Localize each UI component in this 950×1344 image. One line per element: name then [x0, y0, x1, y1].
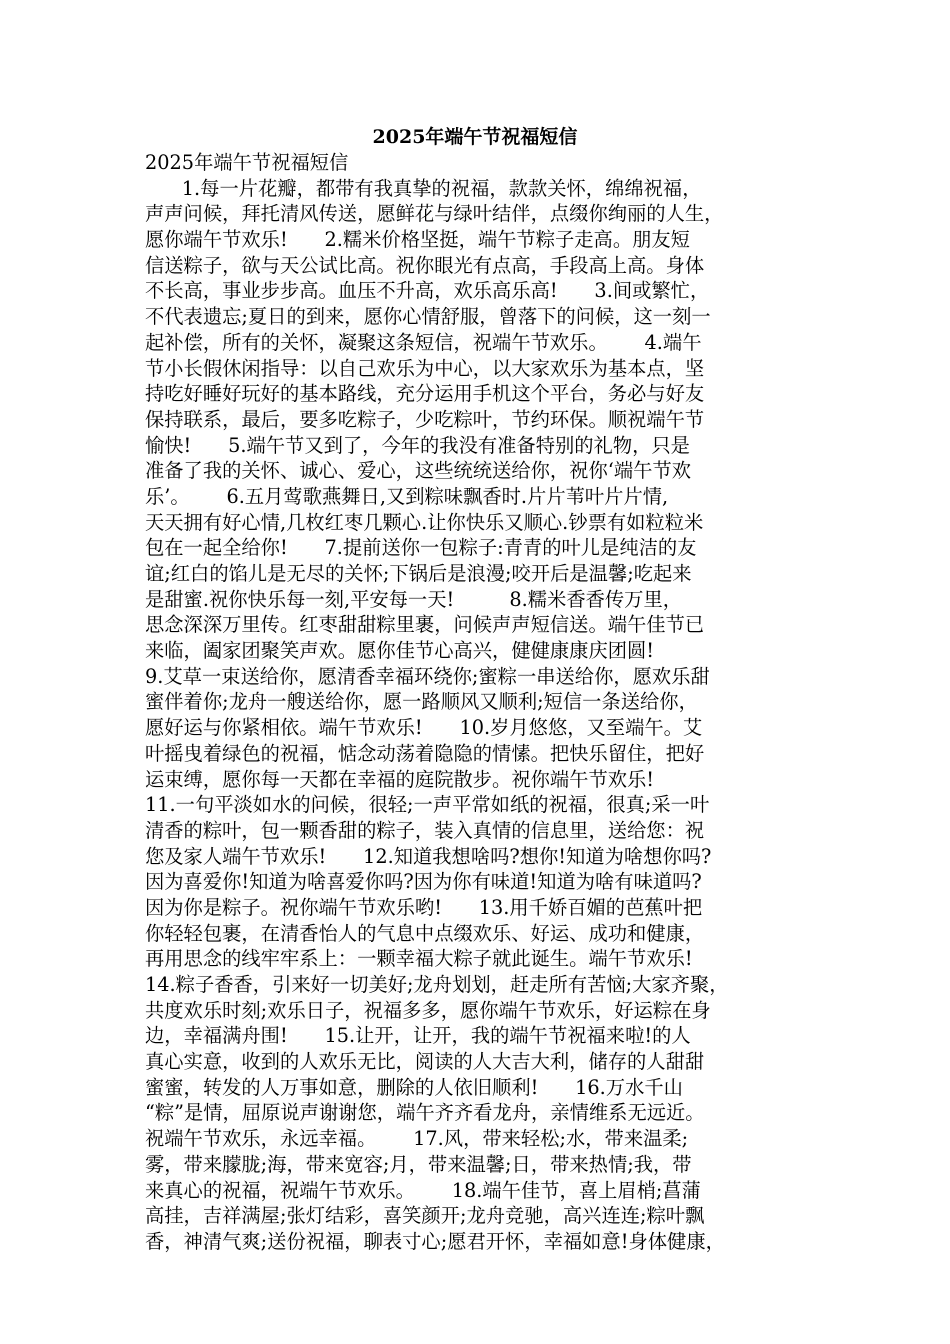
body-text-line: 思念深深万里传。红枣甜甜粽里裹，问候声声短信送。端午佳节已: [145, 613, 705, 637]
body-text-line: 包在一起全给你! 7.提前送你一包粽子:青青的叶儿是纯洁的友: [145, 536, 697, 560]
body-text-line: 准备了我的关怀、诚心、爱心，这些统统送给你，祝你‘端午节欢: [145, 459, 692, 483]
body-text-line: “粽”是情，屈原说声谢谢您，端午齐齐看龙舟，亲情维系无远近。: [145, 1101, 705, 1125]
body-text-line: 叶摇曳着绿色的祝福，惦念动荡着隐隐的情愫。把快乐留住，把好: [145, 741, 705, 765]
body-text-line: 因为你是粽子。祝你端午节欢乐哟! 13.用千娇百媚的芭蕉叶把: [145, 895, 703, 919]
body-text-line: 谊;红白的馅儿是无尽的关怀;下锅后是浪漫;咬开后是温馨;吃起来: [145, 562, 692, 585]
body-text-line: 信送粽子，欲与天公试比高。祝你眼光有点高，手段高上高。身体: [145, 253, 705, 277]
body-text-line: 雾，带来朦胧;海，带来宽容;月，带来温馨;日，带来热情;我，带: [145, 1152, 692, 1176]
body-text-line: 乐’。 6.五月莺歌燕舞日,又到粽味飘香时.片片苇叶片片情,: [145, 484, 669, 508]
body-text-line: 愿你端午节欢乐! 2.糯米价格坚挺，端午节粽子走高。朋友短: [145, 228, 690, 252]
body-text-line: 共度欢乐时刻;欢乐日子，祝福多多，愿你端午节欢乐，好运粽在身: [145, 998, 711, 1022]
body-text-line: 持吃好睡好玩好的基本路线，充分运用手机这个平台，务必与好友: [145, 382, 705, 406]
body-text-line: 来临，阖家团聚笑声欢。愿你佳节心高兴，健健康康庆团圆!: [145, 639, 655, 663]
body-text-line: 边，幸福满舟围! 15.让开，让开，我的端午节祝福来啦!的人: [145, 1024, 691, 1048]
body-text-line: 9.艾草一束送给你，愿清香幸福环绕你;蜜粽一串送给你，愿欢乐甜: [145, 664, 710, 688]
body-text-line: 因为喜爱你!知道为啥喜爱你吗?因为你有味道!知道为啥有味道吗?: [145, 870, 702, 894]
body-text-line: 香，神清气爽;送份祝福，聊表寸心;愿君开怀，幸福如意!身体健康，: [145, 1229, 725, 1253]
body-text-line: 14.粽子香香，引来好一切美好;龙舟划划，赶走所有苦恼;大家齐聚，: [145, 973, 729, 996]
body-text-line: 来真心的祝福，祝端午节欢乐。 18.端午佳节，喜上眉梢;菖蒲: [145, 1178, 701, 1202]
body-text-line: 你轻轻包裹，在清香怡人的气息中点缀欢乐、好运、成功和健康，: [145, 921, 705, 945]
body-text-line: 高挂，吉祥满屋;张灯结彩，喜笑颜开;龙舟竞驰，高兴连连;粽叶飘: [145, 1204, 705, 1228]
body-text-line: 愿好运与你紧相依。端午节欢乐! 10.岁月悠悠，又至端午。艾: [145, 716, 703, 740]
body-text-line: 真心实意，收到的人欢乐无比，阅读的人大吉大利，储存的人甜甜: [145, 1050, 705, 1074]
body-text-line: 祝端午节欢乐，永远幸福。 17.风，带来轻松;水，带来温柔;: [145, 1127, 689, 1151]
body-text-line: 节小长假休闲指导：以自己欢乐为中心，以大家欢乐为基本点，坚: [145, 356, 705, 380]
body-text-line: 运束缚，愿你每一天都在幸福的庭院散步。祝你端午节欢乐!: [145, 767, 655, 791]
body-text-line: 保持联系，最后，要多吃粽子，少吃粽叶，节约环保。顺祝端午节: [145, 407, 705, 431]
body-text-line: 起补偿，所有的关怀，凝聚这条短信，祝端午节欢乐。 4.端午: [145, 330, 702, 354]
body-text-line: 蜜蜜，转发的人万事如意，删除的人依旧顺利! 16.万水千山: [145, 1075, 683, 1099]
document-title: 2025年端午节祝福短信: [372, 126, 578, 148]
body-text-line: 清香的粽叶，包一颗香甜的粽子，装入真情的信息里，送给您：祝: [145, 818, 705, 842]
body-text-line: 是甜蜜.祝你快乐每一刻,平安每一天! 8.糯米香香传万里，: [145, 587, 683, 611]
body-text-line: 不代表遗忘;夏日的到来，愿你心情舒服，曾落下的问候，这一刻一: [145, 305, 711, 329]
body-text-line: 蜜伴着你;龙舟一艘送给你，愿一路顺风又顺利;短信一条送给你，: [145, 690, 698, 714]
body-text-line: 1.每一片花瓣，都带有我真挚的祝福，款款关怀，绵绵祝福，: [145, 176, 702, 200]
body-text-line: 您及家人端午节欢乐! 12.知道我想啥吗?想你!知道为啥想你吗?: [145, 844, 712, 868]
body-text-line: 声声问候，拜托清风传送，愿鲜花与绿叶结伴，点缀你绚丽的人生，: [145, 202, 724, 226]
body-text-line: 愉快! 5.端午节又到了，今年的我没有准备特别的礼物，只是: [145, 433, 690, 457]
body-text-line: 天天拥有好心情,几枚红枣几颗心.让你快乐又顺心.钞票有如粒粒米: [145, 510, 704, 534]
body-text-line: 再用思念的线牢牢系上：一颗幸福大粽子就此诞生。端午节欢乐!: [145, 947, 693, 971]
body-text-line: 不长高，事业步步高。血压不升高，欢乐高乐高! 3.间或繁忙，: [145, 279, 710, 303]
body-text-line: 11.一句平淡如水的问候，很轻;一声平常如纸的祝福，很真;采一叶: [145, 793, 710, 817]
document-body: [145, 150, 817, 1255]
body-heading-line: 2025年端午节祝福短信: [145, 151, 349, 174]
